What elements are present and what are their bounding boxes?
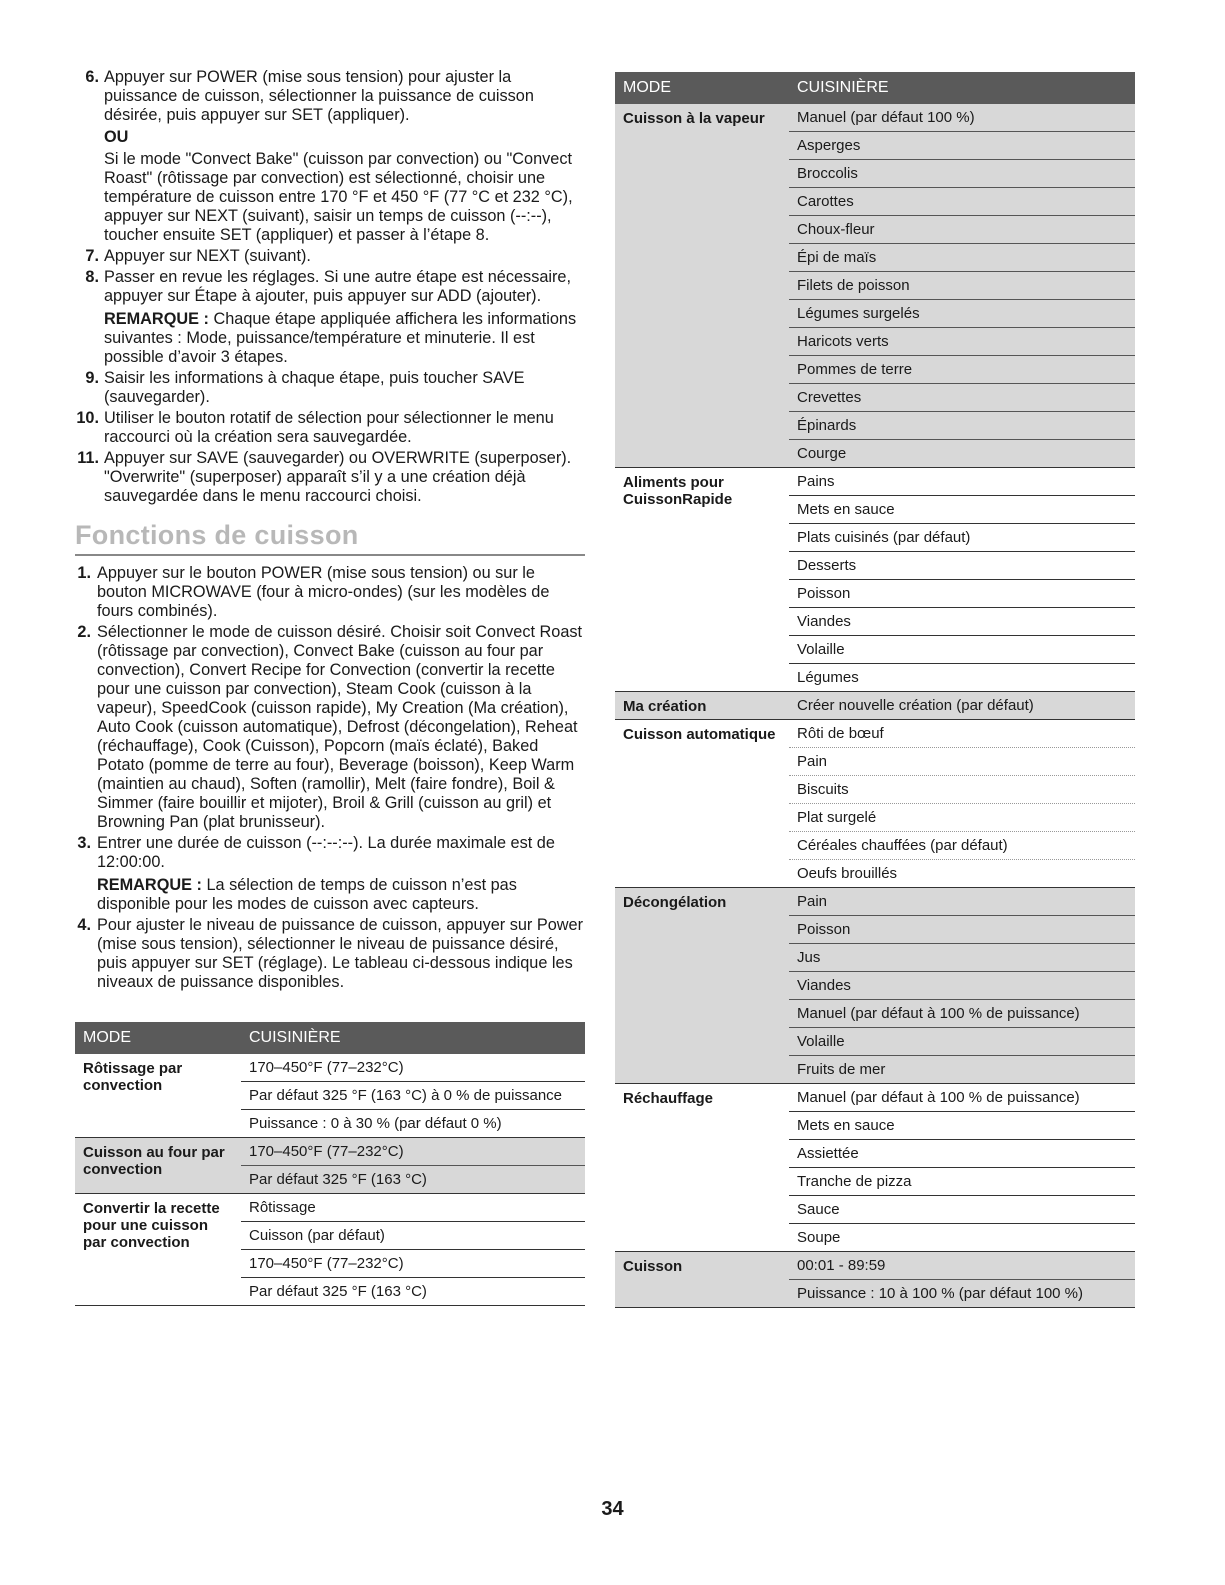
- mode-cell: [75, 1054, 241, 1138]
- setting-item: Plat surgelé: [789, 804, 1135, 832]
- step-number: 6.: [85, 68, 99, 86]
- step-number: 11.: [77, 449, 99, 467]
- step-item: [75, 916, 585, 992]
- items-cell: [789, 1084, 1135, 1252]
- mode-label: Décongélation: [623, 894, 727, 911]
- setting-item: Manuel (par défaut à 100 % de puissance): [789, 1000, 1135, 1028]
- setting-item: Par défaut 325 °F (163 °C): [249, 1171, 427, 1188]
- items-cell: [241, 1054, 585, 1138]
- step-item: [75, 369, 585, 407]
- page-number: 34: [601, 1498, 624, 1520]
- setting-item: Cuisson (par défaut): [241, 1222, 585, 1250]
- items-cell: [789, 720, 1135, 888]
- right-table: [615, 72, 1135, 1308]
- setting-item: Sauce: [789, 1196, 1135, 1224]
- step-note: [97, 876, 585, 914]
- setting-item: Viandes: [789, 608, 1135, 636]
- items-cell: [789, 468, 1135, 692]
- mode-cell: [615, 1084, 789, 1252]
- mode-label: Cuisson: [623, 1258, 683, 1275]
- note-label: REMARQUE :: [104, 310, 209, 328]
- setting-item: Épinards: [789, 412, 1135, 440]
- step-item: [75, 409, 585, 447]
- step-number: 3.: [77, 834, 91, 852]
- mode-label: Convertir la recette pour une cuisson par convection: [83, 1200, 220, 1251]
- left-table: [75, 1022, 585, 1306]
- step-item: [75, 564, 585, 621]
- table-row: [75, 1194, 585, 1306]
- setting-item: Par défaut 325 °F (163 °C) à 0 % de puissance: [241, 1082, 585, 1110]
- step-text: Appuyer sur le bouton POWER (mise sous tension) ou sur le bouton MICROWAVE (four à micro-ondes) (sur les modèles de fours combinés).: [97, 564, 550, 620]
- step-text-alt: Si le mode "Convect Bake" (cuisson par convection) ou "Convect Roast" (rôtissage par convection) est sélectionné, choisir une température de cuisson entre 170 °F et 450 °F (77 °C et 232 °C), appuyer sur NEXT (suivant), saisir un temps de cuisson (--:--), toucher ensuite SET (appliquer) et passer à l’étape 8.: [104, 150, 573, 244]
- setting-item: Céréales chauffées (par défaut): [789, 832, 1135, 860]
- header-cuisiniere: CUISINIÈRE: [241, 1022, 585, 1054]
- setting-item: 170–450°F (77–232°C): [241, 1250, 585, 1278]
- left-column: [75, 68, 585, 1306]
- step-text: Sélectionner le mode de cuisson désiré. Choisir soit Convect Roast (rôtissage par convection), Convect Bake (cuisson au four par convection), Convert Recipe for Convection (convertir la recette pour une cuisson par convection), Steam Cook (cuisson à la vapeur), SpeedCook (cuisson rapide), My Creation (Ma création), Auto Cook (cuisson automatique), Defrost (décongelation), Reheat (réchauffage), Cook (Cuisson), Popcorn (maïs éclaté), Baked Potato (pomme de terre au four), Beverage (boisson), Keep Warm (maintien au chaud), Soften (ramollir), Melt (faire fondre), Boil & Simmer (faire bouillir et mijoter), Broil & Grill (cuisson au gril) et Browning Pan (plat brunisseur).: [97, 623, 583, 831]
- setting-item: Volaille: [789, 636, 1135, 664]
- setting-item: Plats cuisinés (par défaut): [789, 524, 1135, 552]
- mode-cell: [615, 692, 789, 720]
- mode-cell: [615, 104, 789, 468]
- setting-item: Poisson: [789, 916, 1135, 944]
- setting-item: 170–450°F (77–232°C): [241, 1138, 585, 1166]
- mode-label: Cuisson à la vapeur: [623, 110, 765, 127]
- setting-item: Assiettée: [789, 1140, 1135, 1168]
- setting-item: Volaille: [789, 1028, 1135, 1056]
- items-cell: [789, 888, 1135, 1084]
- items-cell: [789, 104, 1135, 468]
- step-item: [75, 247, 585, 266]
- mode-cell: [615, 888, 789, 1084]
- step-number: 9.: [85, 369, 99, 387]
- step-item: [75, 449, 585, 506]
- items-cell: [241, 1194, 585, 1306]
- setting-item: Par défaut 325 °F (163 °C): [249, 1283, 427, 1300]
- setting-item: Filets de poisson: [789, 272, 1135, 300]
- step-number: 1.: [77, 564, 91, 582]
- setting-item: Fruits de mer: [797, 1061, 886, 1078]
- mode-cell: [615, 468, 789, 692]
- setting-item: Soupe: [797, 1229, 841, 1246]
- mode-label: Réchauffage: [623, 1090, 714, 1107]
- setting-item: Desserts: [789, 552, 1135, 580]
- table-row: [75, 1138, 585, 1194]
- table-row: [615, 104, 1135, 468]
- setting-item: Viandes: [789, 972, 1135, 1000]
- table-row: [615, 1084, 1135, 1252]
- setting-item: Légumes: [797, 669, 859, 686]
- step-number: 4.: [77, 916, 91, 934]
- step-text: Pour ajuster le niveau de puissance de cuisson, appuyer sur Power (mise sous tension), sélectionner le niveau de puissance désiré, puis appuyer sur SET (réglage). Le tableau ci-dessous indique les niveaux de puissance disponibles.: [97, 916, 584, 991]
- setting-item: Biscuits: [789, 776, 1135, 804]
- step-text: Appuyer sur SAVE (sauvegarder) ou OVERWRITE (superposer). "Overwrite" (superposer) apparaît s’il y a une création déjà sauvegardée dans le menu raccourci choisi.: [104, 449, 572, 505]
- header-cuisiniere: CUISINIÈRE: [789, 72, 1135, 104]
- step-or: OU: [104, 128, 129, 146]
- setting-item: Mets en sauce: [789, 1112, 1135, 1140]
- setting-item: Pain: [789, 888, 1135, 916]
- mode-cell: [615, 1252, 789, 1308]
- setting-item: Poisson: [789, 580, 1135, 608]
- setting-item: Tranche de pizza: [789, 1168, 1135, 1196]
- step-item: [75, 268, 585, 367]
- step-text: Appuyer sur NEXT (suivant).: [104, 247, 311, 265]
- setting-item: 170–450°F (77–232°C): [241, 1054, 585, 1082]
- right-column: [615, 72, 1135, 1308]
- setting-item: Choux-fleur: [789, 216, 1135, 244]
- setting-item: Créer nouvelle création (par défaut): [797, 697, 1034, 714]
- step-text: Saisir les informations à chaque étape, puis toucher SAVE (sauvegarder).: [104, 369, 525, 406]
- setting-item: Broccolis: [789, 160, 1135, 188]
- items-cell: [241, 1138, 585, 1194]
- setting-item: Puissance : 0 à 30 % (par défaut 0 %): [249, 1115, 502, 1132]
- table-row: [615, 1252, 1135, 1308]
- mode-cell: [75, 1138, 241, 1194]
- items-cell: [789, 692, 1135, 720]
- section-title: Fonctions de cuisson: [75, 520, 585, 556]
- mode-label: Rôtissage par convection: [83, 1060, 183, 1094]
- setting-item: Puissance : 10 à 100 % (par défaut 100 %): [797, 1285, 1084, 1302]
- step-number: 10.: [76, 409, 99, 427]
- setting-item: Mets en sauce: [789, 496, 1135, 524]
- setting-item: Pommes de terre: [789, 356, 1135, 384]
- setting-item: Pain: [789, 748, 1135, 776]
- setting-item: Asperges: [789, 132, 1135, 160]
- mode-label: Cuisson au four par convection: [83, 1144, 225, 1178]
- setting-item: 00:01 - 89:59: [789, 1252, 1135, 1280]
- table-row: [75, 1054, 585, 1138]
- step-text: Entrer une durée de cuisson (--:--:--). La durée maximale est de 12:00:00.: [97, 834, 555, 871]
- step-number: 8.: [85, 268, 99, 286]
- header-mode: MODE: [615, 72, 789, 104]
- steps-list-a: [75, 68, 585, 506]
- mode-cell: [75, 1194, 241, 1306]
- setting-item: Épi de maïs: [789, 244, 1135, 272]
- setting-item: Rôti de bœuf: [789, 720, 1135, 748]
- note-text: La sélection de temps de cuisson n’est pas disponible pour les modes de cuisson avec capteurs.: [97, 876, 517, 913]
- step-item: [75, 834, 585, 914]
- step-note: [104, 310, 585, 367]
- setting-item: Carottes: [789, 188, 1135, 216]
- setting-item: Manuel (par défaut 100 %): [789, 104, 1135, 132]
- table-row: [615, 692, 1135, 720]
- setting-item: Rôtissage: [241, 1194, 585, 1222]
- step-text: Passer en revue les réglages. Si une autre étape est nécessaire, appuyer sur Étape à ajouter, puis appuyer sur ADD (ajouter).: [104, 268, 572, 305]
- setting-item: Pains: [789, 468, 1135, 496]
- table-row: [615, 468, 1135, 692]
- mode-label: Aliments pour CuissonRapide: [623, 474, 733, 508]
- step-item: [75, 623, 585, 832]
- header-mode: MODE: [75, 1022, 241, 1054]
- table-row: [615, 888, 1135, 1084]
- step-number: 2.: [77, 623, 91, 641]
- step-text: Appuyer sur POWER (mise sous tension) pour ajuster la puissance de cuisson, sélectionner la puissance de cuisson désirée, puis appuyer sur SET (appliquer).: [104, 68, 534, 124]
- setting-item: Oeufs brouillés: [797, 865, 898, 882]
- note-text: Chaque étape appliquée affichera les informations suivantes : Mode, puissance/température et minuterie. Il est possible d’avoir 3 étapes.: [104, 310, 577, 366]
- setting-item: Crevettes: [789, 384, 1135, 412]
- setting-item: Jus: [789, 944, 1135, 972]
- mode-label: Cuisson automatique: [623, 726, 776, 743]
- setting-item: Haricots verts: [789, 328, 1135, 356]
- mode-label: Ma création: [623, 698, 707, 715]
- step-number: 7.: [85, 247, 99, 265]
- setting-item: Manuel (par défaut à 100 % de puissance): [789, 1084, 1135, 1112]
- step-item: [75, 68, 585, 245]
- steps-list-b: [75, 564, 585, 992]
- note-label: REMARQUE :: [97, 876, 202, 894]
- setting-item: Légumes surgelés: [789, 300, 1135, 328]
- items-cell: [789, 1252, 1135, 1308]
- step-text: Utiliser le bouton rotatif de sélection pour sélectionner le menu raccourci où la création sera sauvegardée.: [104, 409, 554, 446]
- table-row: [615, 720, 1135, 888]
- setting-item: Courge: [797, 445, 847, 462]
- mode-cell: [615, 720, 789, 888]
